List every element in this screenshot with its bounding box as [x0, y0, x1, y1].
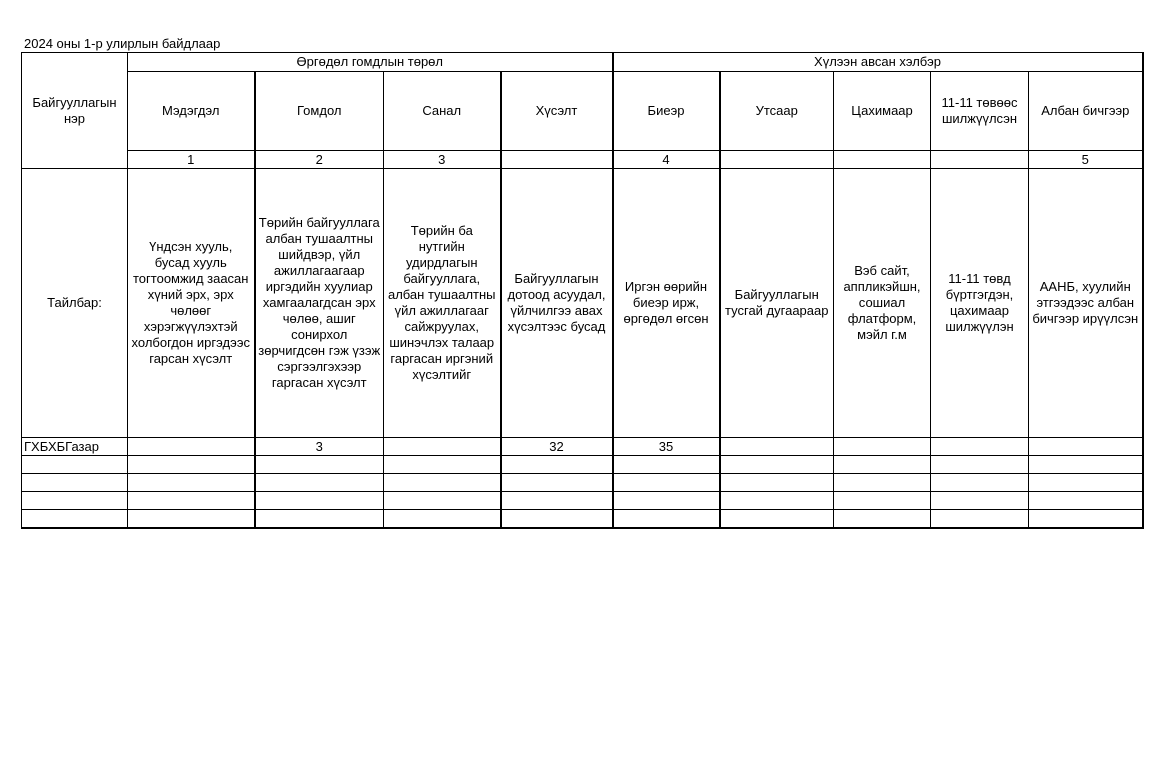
table-cell: 32 — [501, 438, 613, 456]
col-number: 4 — [613, 151, 720, 169]
col-header-official-letter: Албан бичгээр — [1029, 72, 1143, 151]
table-cell — [834, 438, 931, 456]
col-header-notification: Мэдэгдэл — [128, 72, 255, 151]
note-in-person: Иргэн өөрийн биеэр ирж, өргөдөл өгсөн — [613, 169, 720, 438]
report-title: 2024 оны 1-р улирлын байдлаар — [24, 36, 221, 51]
table-row — [22, 492, 1143, 510]
col-header-1111-center: 11-11 төвөөс шилжүүлсэн — [931, 72, 1029, 151]
col-number: 2 — [255, 151, 384, 169]
col-number: 5 — [1029, 151, 1143, 169]
notes-label: Тайлбар: — [22, 169, 128, 438]
col-header-by-phone: Утсаар — [720, 72, 834, 151]
table-cell — [128, 438, 255, 456]
report-table — [21, 52, 1144, 529]
table-row — [22, 474, 1143, 492]
table-cell — [931, 438, 1029, 456]
table-cell — [720, 438, 834, 456]
table-cell: 35 — [613, 438, 720, 456]
note-1111-center: 11-11 төвд бүртгэгдэн, цахимаар шилжүүлэн — [931, 169, 1029, 438]
note-request: Байгууллагын дотоод асуудал, үйлчилгээ авах хүсэлтээс бусад — [501, 169, 613, 438]
col-header-in-person: Биеэр — [613, 72, 720, 151]
table-row — [22, 510, 1143, 529]
note-notification: Үндсэн хууль, бусад хууль тогтоомжид заасан хүний эрх, эрх чөлөөг хэрэгжүүлэхтэй холбогдон иргэдээс гарсан хүсэлт — [128, 169, 255, 438]
org-name-cell: ГХБХБГазар — [22, 438, 128, 456]
table-row — [22, 438, 1143, 456]
table-cell — [384, 438, 501, 456]
col-number — [501, 151, 613, 169]
receipt-form-group-header: Хүлээн авсан хэлбэр — [613, 53, 1143, 72]
col-number — [834, 151, 931, 169]
note-official-letter: ААНБ, хуулийн этгээдээс албан бичгээр ирүүлсэн — [1029, 169, 1143, 438]
col-header-complaint: Гомдол — [255, 72, 384, 151]
table-cell — [1029, 438, 1143, 456]
col-header-request: Хүсэлт — [501, 72, 613, 151]
table-row — [22, 456, 1143, 474]
note-suggestion: Төрийн ба нутгийн удирдлагын байгууллага, албан тушаалтны үйл ажиллагааг сайжруулах, шинэчлэх талаар гаргасан иргэний хүсэлтийг — [384, 169, 501, 438]
col-header-online: Цахимаар — [834, 72, 931, 151]
col-header-suggestion: Санал — [384, 72, 501, 151]
col-number — [931, 151, 1029, 169]
note-complaint: Төрийн байгууллага албан тушаалтны шийдвэр, үйл ажиллагаагаар иргэдийн хуулиар хамгаалагдсан эрх чөлөө, ашиг сонирхол зөрчигдсөн гэж үзэж сэргээлгэхээр гаргасан хүсэлт — [255, 169, 384, 438]
note-by-phone: Байгууллагын тусгай дугаараар — [720, 169, 834, 438]
col-number: 3 — [384, 151, 501, 169]
complaint-type-group-header: Өргөдөл гомдлын төрөл — [128, 53, 613, 72]
col-number: 1 — [128, 151, 255, 169]
col-number — [720, 151, 834, 169]
table-cell: 3 — [255, 438, 384, 456]
note-online: Вэб сайт, аппликэйшн, сошиал флатформ, мэйл г.м — [834, 169, 931, 438]
org-name-header: Байгууллагын нэр — [22, 53, 128, 169]
